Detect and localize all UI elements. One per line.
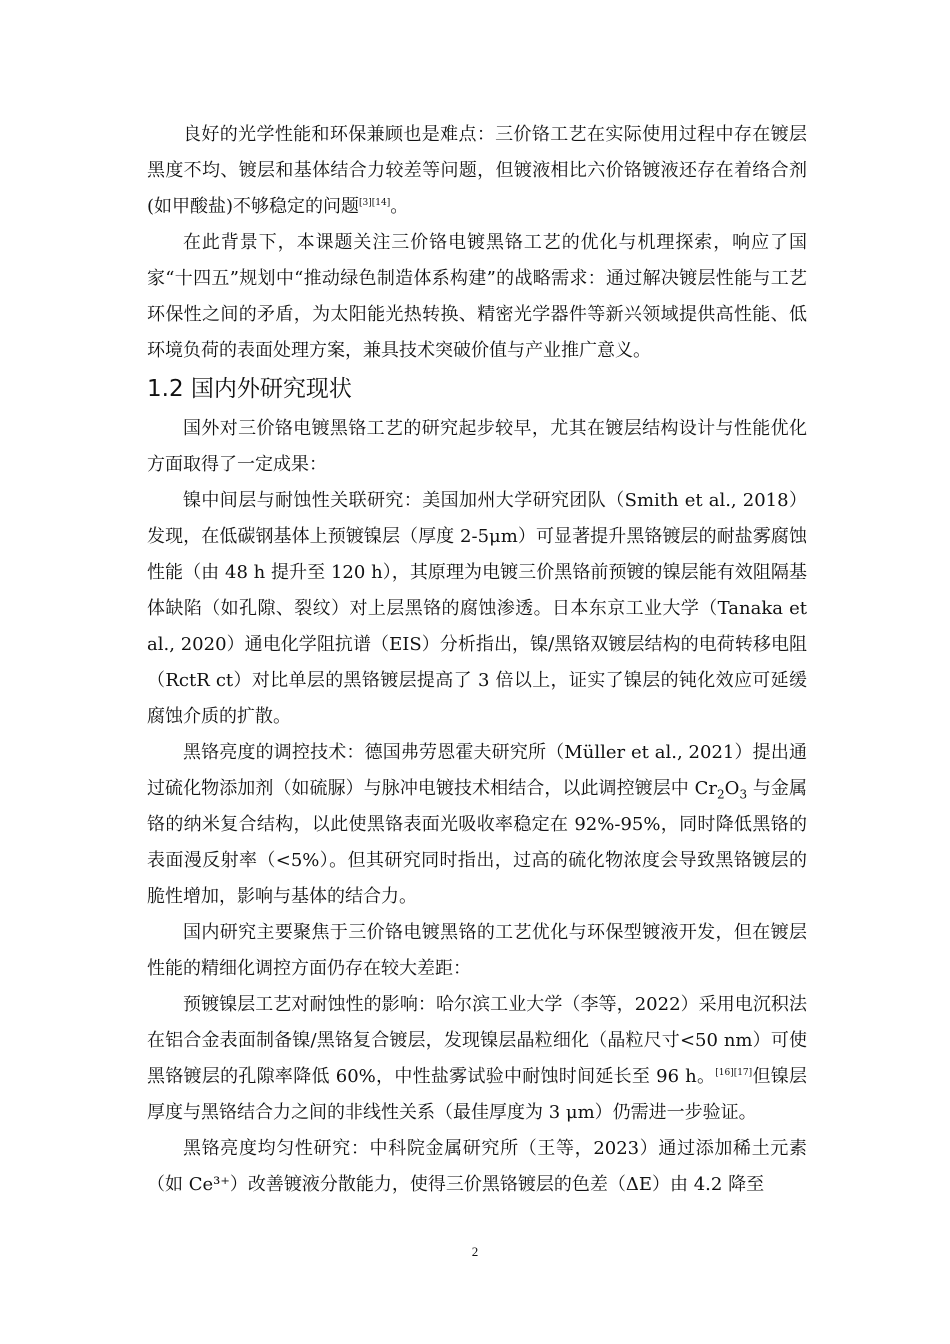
paragraph-prenickel-corrosion bbox=[147, 987, 807, 1131]
subscript: 2 bbox=[717, 787, 725, 802]
page-number: 2 bbox=[471, 1244, 479, 1259]
paragraph-brightness-control bbox=[147, 735, 807, 915]
paragraph-nickel-interlayer: 镍中间层与耐蚀性关联研究：美国加州大学研究团队（Smith et al., 2018）发现，在低碳钢基体上预镀镍层（厚度 2-5μm）可显著提升黑铬镀层的耐盐雾腐蚀性能（由 48 h 提升至 120 h），其原理为电镀三价黑铬前预镀的镍层能有效阻隔基体缺陷（如孔隙、裂纹）对上层黑铬的腐蚀渗透。日本东京工业大学（Tanaka et al., 2020）通电化学阻抗谱（EIS）分析指出，镍/黑铬双镀层结构的电荷转移电阻（RctR ct）对比单层的黑铬镀层提高了 3 倍以上，证实了镍层的钝化效应可延缓腐蚀介质的扩散。 bbox=[147, 490, 807, 727]
page-body bbox=[147, 117, 807, 1203]
citation: [3][14] bbox=[359, 198, 391, 208]
citation: [16][17] bbox=[715, 1068, 753, 1078]
paragraph-optical-environmental bbox=[147, 117, 807, 225]
section-heading: 1.2 国内外研究现状 bbox=[147, 376, 352, 402]
paragraph-domestic-research-intro: 国内研究主要聚焦于三价铬电镀黑铬的工艺优化与环保型镀液开发，但在镀层性能的精细化调控方面仍存在较大差距： bbox=[147, 922, 807, 979]
paragraph-brightness-uniformity: 黑铬亮度均匀性研究：中科院金属研究所（王等，2023）通过添加稀土元素（如 Ce³⁺）改善镀液分散能力，使得三价黑铬镀层的色差（ΔE）由 4.2 降至 bbox=[147, 1138, 807, 1195]
paragraph-text: 。 bbox=[390, 196, 409, 217]
paragraph-foreign-research-intro: 国外对三价铬电镀黑铬工艺的研究起步较早，尤其在镀层结构设计与性能优化方面取得了一定成果： bbox=[147, 418, 807, 475]
paragraph-text: 但镍层厚度与黑铬结合力之间的非线性关系（最佳厚度为 3 μm）仍需进一步验证。 bbox=[147, 1066, 807, 1123]
paragraph-text: 与金属铬的纳米复合结构，以此使黑铬表面光吸收率稳定在 92%-95%，同时降低黑铬的表面漫反射率（<5%）。但其研究同时指出，过高的硫化物浓度会导致黑铬镀层的脆性增加，影响与基体的结合力。 bbox=[147, 778, 807, 907]
paragraph-text: 黑铬亮度的调控技术：德国弗劳恩霍夫研究所（Müller et al., 2021）提出通过硫化物添加剂（如硫脲）与脉冲电镀技术相结合，以此调控镀层中 Cr bbox=[147, 742, 807, 799]
paragraph-text: 预镀镍层工艺对耐蚀性的影响：哈尔滨工业大学（李等，2022）采用电沉积法在铝合金表面制备镍/黑铬复合镀层，发现镍层晶粒细化（晶粒尺寸<50 nm）可使黑铬镀层的孔隙率降低 60%，中性盐雾试验中耐蚀时间延长至 96 h。 bbox=[147, 994, 807, 1087]
paragraph-text: 良好的光学性能和环保兼顾也是难点：三价铬工艺在实际使用过程中存在镀层黑度不均、镀层和基体结合力较差等问题，但镀液相比六价铬镀液还存在着络合剂(如甲酸盐)不够稳定的问题 bbox=[147, 124, 807, 217]
paragraph-text: O bbox=[724, 778, 740, 799]
subscript: 3 bbox=[739, 787, 748, 802]
paragraph-background: 在此背景下，本课题关注三价铬电镀黑铬工艺的优化与机理探索，响应了国家“十四五”规划中“推动绿色制造体系构建”的战略需求：通过解决镀层性能与工艺环保性之间的矛盾，为太阳能光热转换、精密光学器件等新兴领域提供高性能、低环境负荷的表面处理方案，兼具技术突破价值与产业推广意义。 bbox=[147, 232, 807, 361]
